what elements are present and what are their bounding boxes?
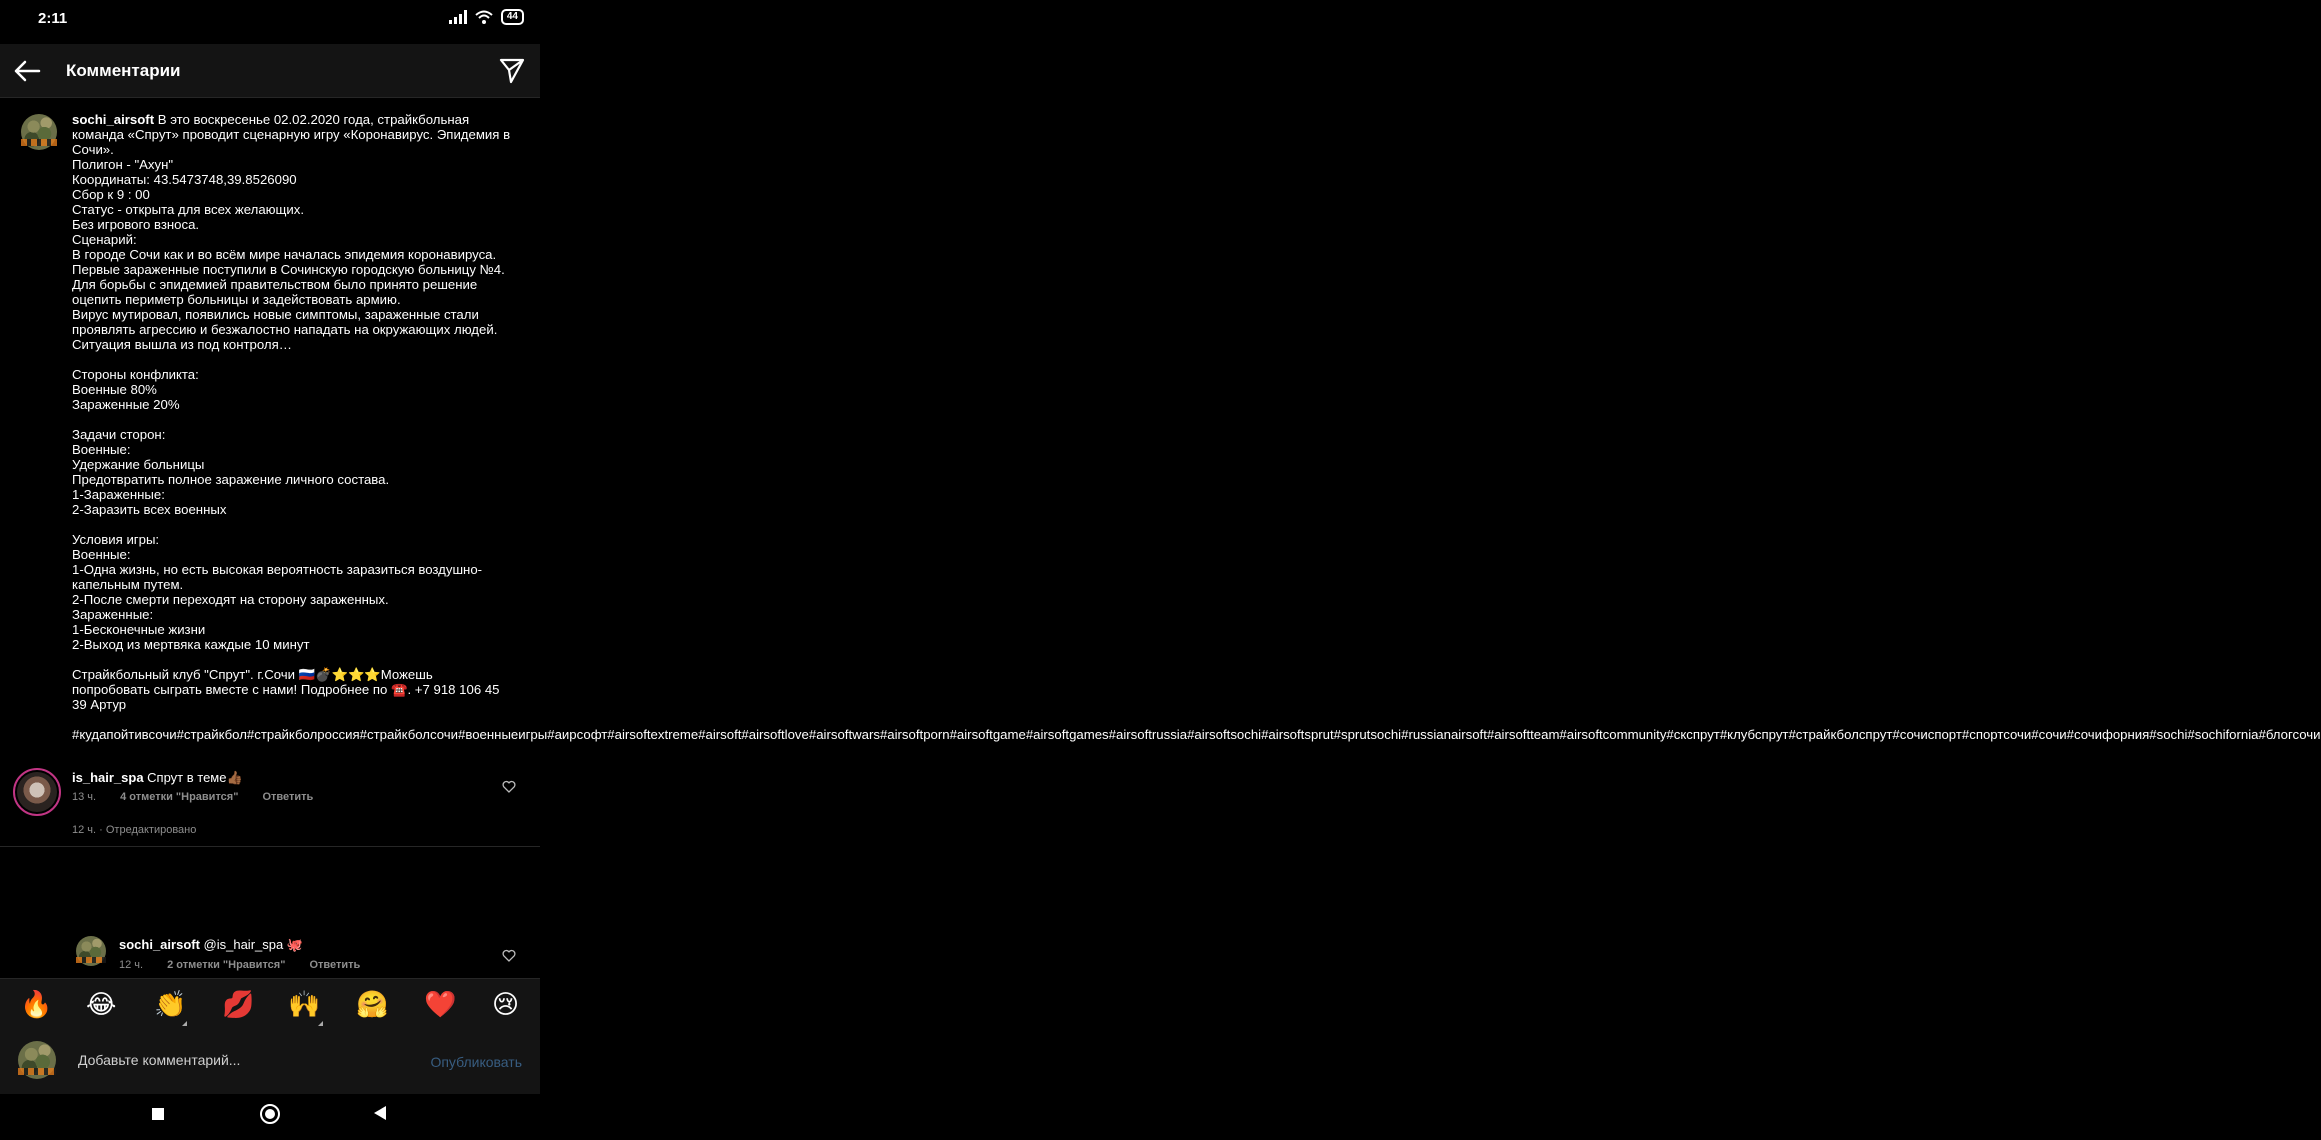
comment-composer — [0, 1034, 540, 1094]
caption-text: В это воскресенье 02.02.2020 года, страйкбольная команда «Спрут» проводит сценарную игру «Коронавирус. Эпидемия в Сочи». Полигон - "Ахун" Координаты: 43.5473748,39.8526090 Сбор к 9 : 00 Статус - открыта для всех желающих. Без игрового взноса. Сценарий: В городе Сочи как и во всём мире началась эпидемия коронавируса. Первые зараженные поступили в Сочинскую городскую больницу №4. Для борьбы с эпидемией правительством было принято решение оцепить периметр больницы и задействовать армию. Вирус мутировал, появились новые симптомы, зараженные стали проявлять агрессию и безжалостно нападать на окружающих людей. Ситуация вышла из под контроля… Стороны конфликта: Военные 80% Зараженные 20% Задачи сторон: Военные: Удержание больницы Предотвратить полное заражение личного состава. 1-Зараженные: 2-Заразить всех военных Условия игры: Военные: 1-Одна жизнь, но есть высокая вероятность заразиться воздушно-капельным путем. 2-После смерти переходят на сторону зараженных. Зараженные: 1-Бесконечные жизни 2-Выход из мертвяка каждые 10 минут Страйкбольный клуб "Спрут". г.Сочи 🇷🇺💣⭐⭐⭐Можешь попробовать сыграть вместе с нами! Подробнее по ☎️. +7 918 106 45 39 Артур #кудапойтивсочи#страйкбол#страйкболроссия#страйкболсочи#военныеигры#аирсофт#airsoftextreme#airsoft#airsoftlove#airsoftwars#airsoftporn#airsoftgame#airsoftgames#airsoftrussia#airsoftsochi#airsoftsprut#sprutsochi#russianairsoft#airsoftteam#airsoftcommunity#скспрут#клубспрут#страйкболспрут#сочиспорт#спортсочи#сочи#сочифорния#sochi#sochifornia#блогсочи — [72, 112, 2321, 742]
reply-text: Спрут в теме👍🏾 — [143, 770, 243, 785]
skin-tone-corner-icon — [182, 1021, 187, 1026]
divider — [0, 846, 540, 847]
skin-tone-corner-icon — [318, 1021, 323, 1026]
emoji-joy-icon[interactable]: 😂 — [86, 990, 117, 1020]
reply-button[interactable]: Ответить — [262, 791, 314, 803]
current-user-avatar — [18, 1041, 56, 1079]
reply-username[interactable]: sochi_airsoft — [119, 937, 200, 952]
emoji-kiss-icon[interactable]: 💋 — [222, 990, 255, 1020]
emoji-quick-bar — [0, 978, 540, 1034]
emoji-hug-icon[interactable]: 🤗 — [356, 990, 389, 1020]
home-icon[interactable] — [260, 1104, 280, 1124]
caption-username[interactable]: sochi_airsoft — [72, 112, 155, 127]
recents-icon[interactable] — [152, 1108, 164, 1120]
status-bar — [0, 0, 540, 40]
comments-list[interactable] — [0, 98, 2321, 978]
reply-comment — [119, 937, 303, 953]
publish-button[interactable]: Опубликовать — [430, 1054, 522, 1070]
like-heart-icon[interactable] — [502, 780, 516, 794]
back-arrow-icon[interactable] — [12, 56, 42, 86]
caption-meta: 12 ч. · Отредактировано — [72, 824, 197, 836]
reply-meta — [119, 959, 360, 971]
reply-comment — [72, 770, 243, 786]
emoji-cry-icon[interactable]: 😢 — [492, 990, 520, 1020]
reply-text: @is_hair_spa 🐙 — [199, 937, 304, 952]
wifi-icon — [475, 10, 493, 24]
emoji-heart-icon[interactable]: ❤️ — [424, 990, 457, 1020]
reply-username[interactable]: is_hair_spa — [72, 770, 144, 785]
comment-input[interactable] — [78, 1048, 418, 1072]
author-avatar[interactable] — [21, 114, 57, 150]
reply-avatar[interactable] — [76, 936, 106, 966]
reply-likes-count[interactable]: 2 отметки "Нравится" — [167, 959, 286, 971]
like-heart-icon[interactable] — [502, 949, 516, 963]
status-time: 2:11 — [38, 10, 68, 27]
signal-icon — [449, 10, 467, 24]
reply-time: 13 ч. — [72, 791, 97, 803]
reply-meta — [72, 791, 313, 803]
comments-header — [0, 44, 540, 98]
emoji-raised-hands-icon[interactable]: 🙌 — [288, 990, 321, 1020]
system-back-icon[interactable] — [374, 1106, 386, 1120]
emoji-fire-icon[interactable]: 🔥 — [20, 990, 53, 1020]
battery-icon: 44 — [501, 9, 524, 25]
status-icons — [449, 9, 524, 25]
caption-comment — [72, 112, 2321, 742]
reply-button[interactable]: Ответить — [309, 959, 361, 971]
reply-likes-count[interactable]: 4 отметки "Нравится" — [120, 791, 239, 803]
page-title: Комментарии — [66, 61, 181, 80]
system-nav-bar — [0, 1094, 540, 1140]
emoji-clap-icon[interactable]: 👏 — [154, 990, 187, 1020]
reply-time: 12 ч. — [119, 959, 144, 971]
direct-send-icon[interactable] — [498, 56, 526, 84]
reply-avatar[interactable] — [13, 768, 61, 816]
